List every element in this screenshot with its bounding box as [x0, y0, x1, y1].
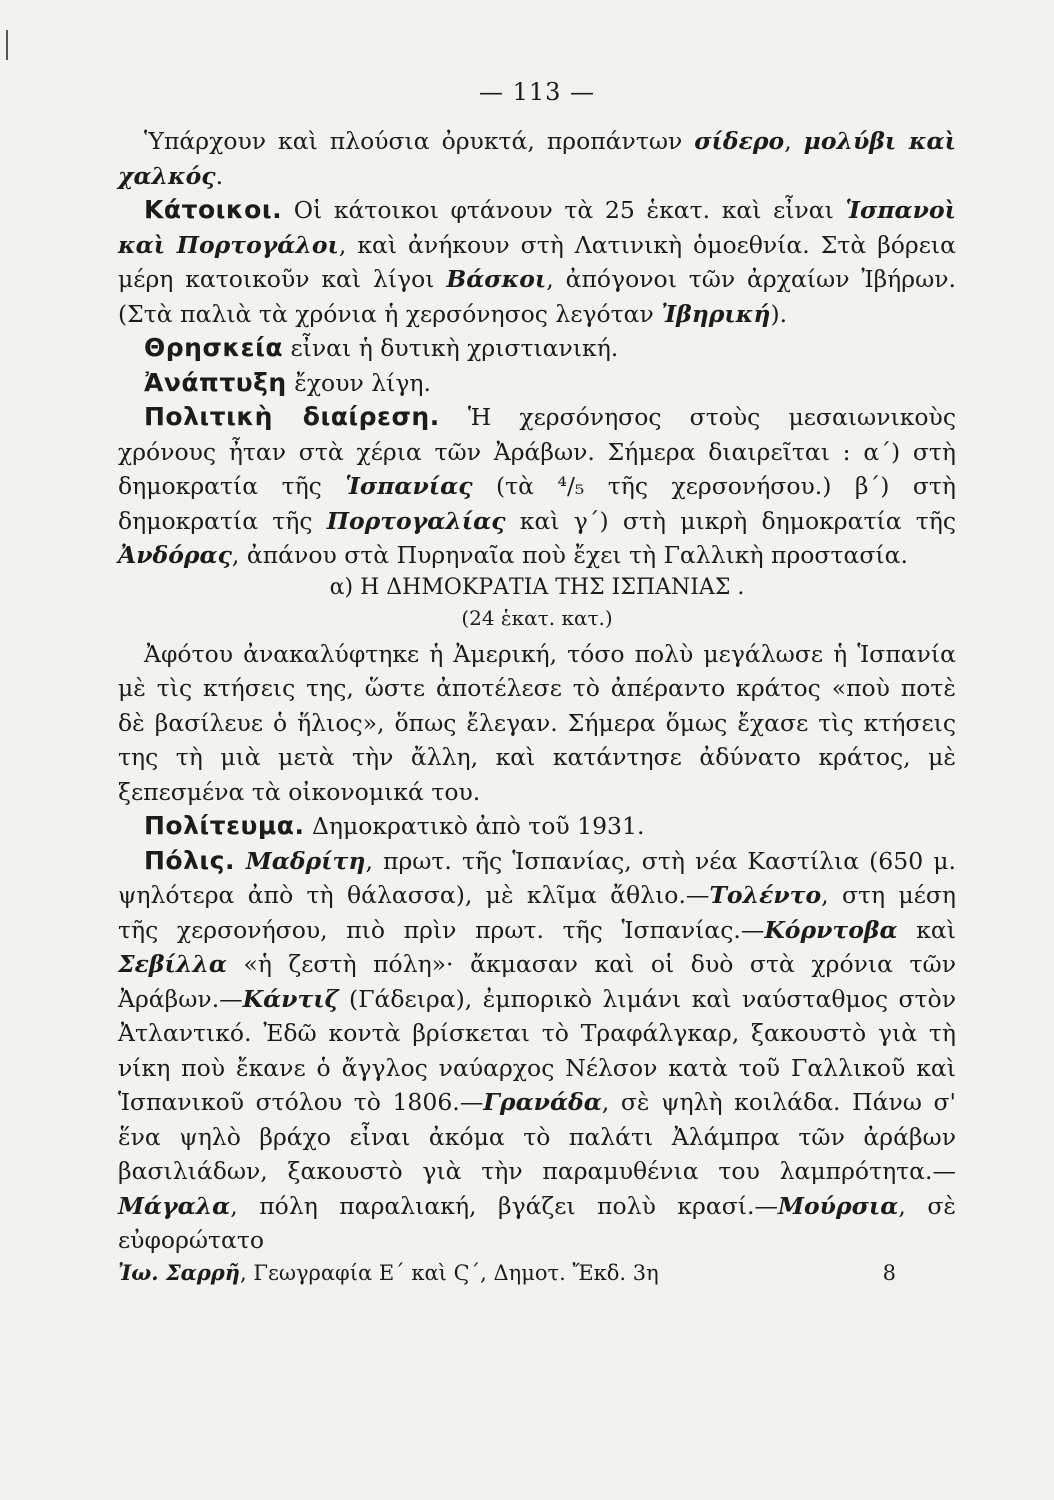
development-paragraph [118, 366, 956, 401]
history-paragraph: Ἀφότου ἀνακαλύφτηκε ἡ Ἀμερική, τόσο πολὺ μεγάλωσε ἡ Ἱσπανία μὲ τὶς κτήσεις της, ὥστε ἀποτέλεσε τὸ ἀπέραντο κράτος «ποὺ ποτὲ δὲ βασίλευε ὁ ἥλιος», ὅπως ἔλεγαν. Σήμερα ὅμως ἔχασε τὶς κτήσεις της τὴ μιὰ μετὰ τὴν ἄλλη, καὶ κατάντησε ἀδύνατο κράτος, μὲ ξεπεσμένα τὰ οἰκονομικά του. [118, 639, 956, 806]
section-heading: Πόλις. [144, 845, 235, 875]
text: (τὰ ⁴/₅ τῆς χερσονήσου.) β΄) στὴ δημοκρατία τῆς [118, 472, 956, 535]
text: καὶ γ΄) στὴ μικρὴ δημοκρατία τῆς [505, 506, 956, 535]
text: , σὲ ψηλὴ κοιλάδα. Πάνω σ' ἕνα ψηλὸ βράχο εἶναι ἀκόμα τὸ παλάτι Ἀλάμπρα τῶν ἀράβων βασιλιάδων, ξακουστὸ γιὰ τὴν παραμυθένια του λαμπρότητα.— [118, 1088, 956, 1185]
political-division-paragraph [118, 400, 956, 573]
section-heading: Θρησκεία [144, 333, 284, 362]
emphasis: Πορτογαλίας [326, 506, 506, 535]
text: Ὑπάρχουν καὶ πλούσια ὀρυκτά, προπάντων [144, 127, 695, 155]
polity-paragraph [118, 809, 956, 844]
section-heading: Κάτοικοι. [144, 195, 283, 224]
text: , ἀπάνου στὰ Πυρηναῖα ποὺ ἔχει τὴ Γαλλικὴ προστασία. [231, 541, 908, 569]
cities-paragraph [118, 844, 956, 1258]
emphasis: Ἱσπανοὶ καὶ Πορτογάλοι [118, 196, 956, 259]
text: , καὶ ἀνήκουν στὴ Λατινικὴ ὁμοεθνία. Στὰ βόρεια μέρη κατοικοῦν καὶ λίγοι [118, 230, 957, 293]
minerals-paragraph [118, 124, 956, 193]
text: ἔχουν λίγη. [286, 368, 431, 397]
margin-mark [6, 30, 11, 60]
emphasis: Ἰβηρική [661, 299, 771, 328]
footer-author: Ἰω. Σαρρῆ [118, 1259, 241, 1285]
footer-source: , Γεωγραφία Ε΄ καὶ Ϛ΄, Δημοτ. Ἔκδ. 3η [240, 1260, 659, 1285]
text: , [784, 127, 804, 155]
city-name: Τολέντο [709, 881, 822, 909]
city-name: Κόρντοβα [764, 915, 898, 944]
emphasis: Ἱσπανίας [345, 472, 473, 500]
text: , ἀπόγονοι τῶν ἀρχαίων Ἰβήρων. (Στὰ παλιὰ τὰ χρόνια ἡ χερσόνησος λεγόταν [118, 265, 956, 328]
emphasis: Βάσκοι [446, 265, 547, 293]
text: , πρωτ. τῆς Ἱσπανίας, στὴ νέα Καστίλια (650 μ. ψηλότερα ἀπὸ τὴ θάλασσα), μὲ κλῖμα ἄθλιο.— [118, 846, 956, 909]
city-name: Σεβίλλα [118, 950, 227, 978]
text: καὶ [897, 915, 956, 944]
religion-paragraph [118, 331, 956, 366]
text: Ἡ χερσόνησος στοὺς μεσαιωνικοὺς χρόνους ἦταν στὰ χέρια τῶν Ἀράβων. Σήμερα διαιρεῖται : α΄) στὴ δημοκρατία τῆς [118, 403, 956, 500]
city-name: Γρανάδα [483, 1088, 602, 1116]
sheet-number: 8 [882, 1260, 896, 1285]
text: , πόλη παραλιακή, βγάζει πολὺ κρασί.— [230, 1191, 778, 1220]
city-name: Κάντιζ [242, 984, 339, 1013]
chapter-subtitle: (24 ἑκατ. κατ.) [461, 605, 613, 630]
city-name: Μαδρίτη [234, 846, 366, 875]
section-heading: Ἀνάπτυξη [144, 367, 287, 397]
city-name: Μάγαλα [118, 1191, 231, 1220]
emphasis: σίδερο [694, 127, 785, 155]
inhabitants-paragraph [118, 193, 956, 331]
section-heading: Πολιτικὴ διαίρεση. [144, 402, 440, 431]
text: (Γάδειρα), ἐμπορικὸ λιμάνι καὶ ναύσταθμος στὸν Ἀτλαντικό. Ἐδῶ κοντὰ βρίσκεται τὸ Τραφάλγκαρ, ξακουστὸ γιὰ τὴ νίκη ποὺ ἔκανε ὁ ἄγγλος ναύαρχος Νέλσον κατὰ τοῦ Γαλλικοῦ καὶ Ἱσπανικοῦ στόλου τὸ 1806.— [118, 984, 956, 1116]
footer-citation [118, 1258, 659, 1288]
page-content [118, 78, 956, 1288]
city-name: Μούρσια [777, 1191, 899, 1220]
section-heading: Πολίτευμα. [144, 811, 305, 840]
text: ). [770, 299, 788, 328]
text: Δημοκρατικὸ ἀπὸ τοῦ 1931. [304, 812, 645, 840]
text: «ἡ ζεστὴ πόλη»· ἄκμασαν καὶ οἱ δυὸ στὰ χρόνια τῶν Ἀράβων.— [118, 950, 956, 1013]
text: Οἱ κάτοικοι φτάνουν τὰ 25 ἑκατ. καὶ εἶναι [282, 196, 846, 224]
chapter-title: α) Η ΔΗΜΟΚΡΑΤΙΑ ΤΗΣ ΙΣΠΑΝΙΑΣ . [329, 574, 745, 600]
text: , στη μέση τῆς χερσονήσου, πιὸ πρὶν πρωτ. τῆς Ἱσπανίας.— [118, 881, 956, 944]
emphasis: μολύβι καὶ χαλκός [118, 127, 956, 190]
page-footer [118, 1258, 956, 1288]
text: , σὲ εὐφορώτατο [118, 1191, 956, 1254]
text: . [215, 161, 224, 190]
text: εἶναι ἡ δυτικὴ χριστιανική. [283, 334, 619, 362]
page-number: — 113 — [478, 78, 596, 106]
emphasis: Ἀνδόρας [118, 541, 232, 569]
